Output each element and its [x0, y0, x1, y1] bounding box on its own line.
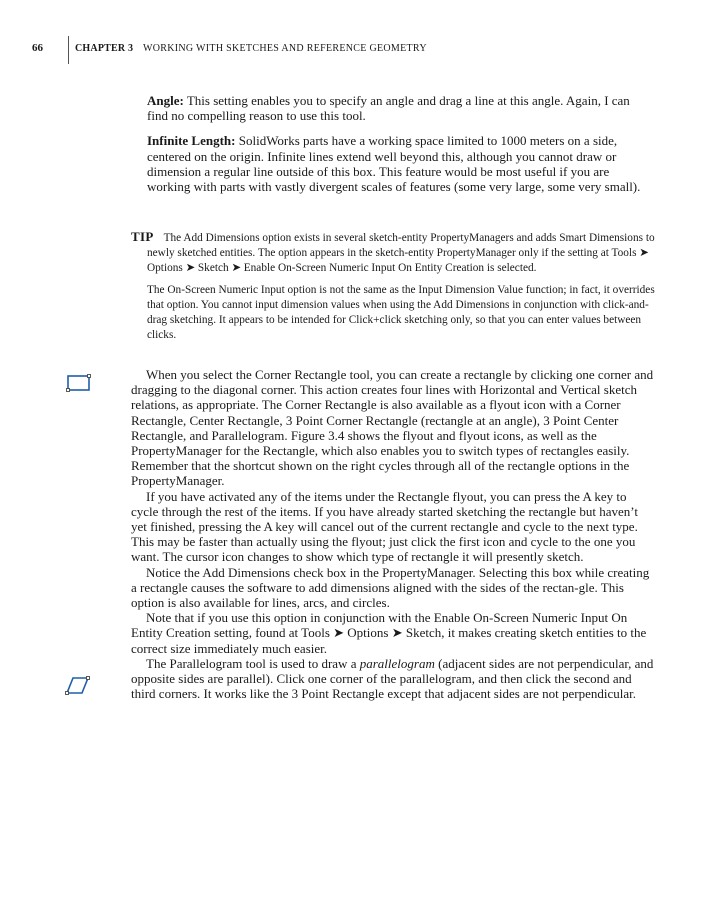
option-infinite-length: [147, 133, 653, 194]
option-text: This setting enables you to specify an angle and drag a line at this angle. Again, I can find no compelling reason to use this tool.: [147, 93, 630, 124]
corner-rectangle-icon: [64, 372, 92, 394]
option-descriptions: [147, 93, 653, 194]
text-run: (adjacent sides are not perpendicular, and opposite sides are parallel). Click one corner of the parallelogram, and then click the second and third corners. It works like the 3 Point Rectangle except that adjacent sides are not perpendicular.: [131, 655, 654, 702]
body-paragraph: When you select the Corner Rectangle tool, you can create a rectangle by clicking one corner and dragging to the diagonal corner. This action creates four lines with Horizontal and Vertical sketch relations, as appropriate. The Corner Rectangle is also available as a flyout icon with a Corner Rectangle, Center Rectangle, 3 Point Corner Rectangle (rectangle at an angle), 3 Point Center Rectangle, and Parallelogram. Figure 3.4 shows the flyout and flyout icons, as well as the PropertyManager for the Rectangle, which also enables you to switch types of rectangles easily. Remember that the shortcut shown on the right cycles through all of the rectangle options in the PropertyManager.: [131, 367, 654, 489]
body-paragraph: Note that if you use this option in conjunction with the Enable On-Screen Numeric Input On Entity Creation setting, found at Tools ➤ Options ➤ Sketch, it makes creating sketch entities to the correct size immediately much easier.: [131, 610, 647, 656]
header-divider: [68, 36, 69, 64]
tip-paragraph: [131, 229, 655, 277]
option-label: Angle:: [147, 93, 184, 108]
parallelogram-icon: [64, 674, 92, 696]
italic-term: parallelogram: [359, 655, 435, 671]
chapter-title: WORKING WITH SKETCHES AND REFERENCE GEOMETRY: [143, 43, 427, 54]
tip-label: TIP: [131, 229, 154, 244]
body-paragraph: If you have activated any of the items under the Rectangle flyout, you can press the A key to cycle through the rest of the items. If you have already started sketching the rectangle but haven’t yet finished, pressing the A key will cancel out of the current rectangle and cycle to the next type. This may be faster than actually using the flyout; just click the first icon and cycle to the one you want. The cursor icon changes to show which type of rectangle it will presently sketch.: [131, 488, 638, 565]
page-number: 66: [32, 42, 43, 54]
page-header: [0, 0, 717, 70]
chapter-label: CHAPTER 3: [75, 43, 134, 54]
tip-text: The Add Dimensions option exists in several sketch-entity PropertyManagers and adds Smart Dimensions to newly sketched entities. The option appears in the sketch-entity PropertyManager only if the setting at Tools ➤ Options ➤ Sketch ➤ Enable On-Screen Numeric Input On Entity Creation is selected.: [147, 232, 655, 275]
body-paragraph: [131, 656, 655, 702]
tip-paragraph: The On-Screen Numeric Input option is not the same as the Input Dimension Value function; in fact, it overrides that option. You cannot input dimension values when using the Add Dimensions in conjunction with click-and-drag sketching. It appears to be intended for Click+click sketching only, so that you can enter values between clicks.: [147, 283, 655, 342]
body-text: [131, 367, 655, 701]
body-paragraph: Notice the Add Dimensions check box in the PropertyManager. Selecting this box while creating a rectangle causes the software to add dimensions aligned with the sides of the rectan-gle. This option is also available for lines, arcs, and circles.: [131, 564, 650, 611]
option-angle: [147, 93, 653, 123]
option-label: Infinite Length:: [147, 133, 236, 149]
text-run: The Parallelogram tool is used to draw a: [146, 655, 360, 671]
tip-box: [131, 229, 655, 343]
option-text: SolidWorks parts have a working space limited to 1000 meters on a side, centered on the origin. Infinite lines extend well beyond this, although you cannot draw or dimension a regular line outside of this box. This feature would be most useful if you are working with parts with vastly divergent scales of features (some very large, some very small).: [147, 133, 641, 195]
